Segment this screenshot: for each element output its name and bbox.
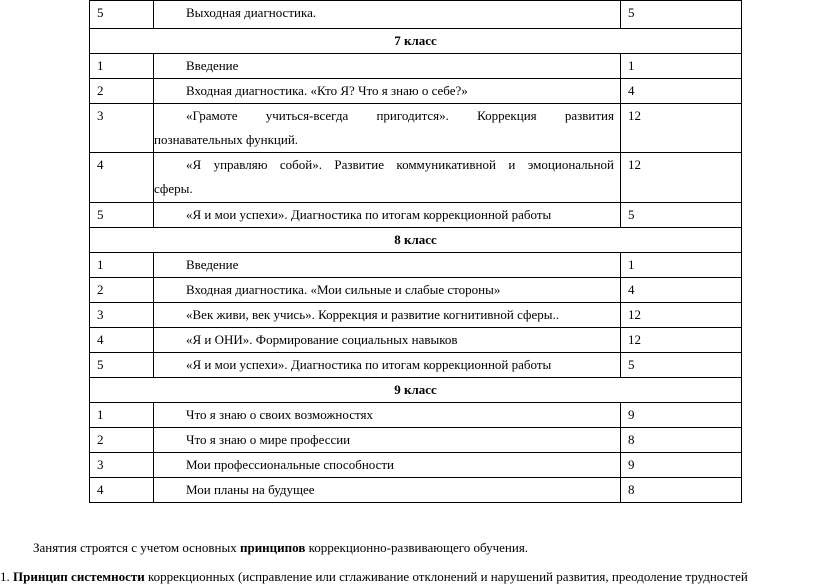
paragraph-text: Занятия строятся с учетом основных: [33, 540, 240, 555]
section-header-row: [90, 378, 742, 403]
row-hours: 9: [621, 453, 742, 478]
table-row: [90, 54, 742, 79]
table-row: [90, 428, 742, 453]
row-hours: 12: [621, 153, 742, 203]
row-topic: Мои профессиональные способности: [154, 453, 621, 478]
row-number: 5: [90, 1, 154, 29]
row-number: 5: [90, 353, 154, 378]
row-topic: Что я знаю о своих возможностях: [154, 403, 621, 428]
row-topic: Входная диагностика. «Кто Я? Что я знаю о себе?»: [154, 79, 621, 104]
row-number: 1: [90, 54, 154, 79]
row-number: 3: [90, 303, 154, 328]
list-number: 1.: [0, 569, 13, 584]
row-topic: Выходная диагностика.: [154, 1, 621, 29]
paragraph-text: коррекционно-развивающего обучения.: [305, 540, 529, 555]
row-number: 3: [90, 453, 154, 478]
row-topic-line: «Я управляю собой». Развитие коммуникативной и эмоциональной: [186, 157, 614, 172]
table-row: [90, 79, 742, 104]
row-topic: Мои планы на будущее: [154, 478, 621, 503]
table-row: [90, 203, 742, 228]
row-number: 4: [90, 328, 154, 353]
row-number: 1: [90, 403, 154, 428]
row-number: 4: [90, 153, 154, 203]
row-topic: «Я и мои успехи». Диагностика по итогам коррекционной работы: [154, 203, 621, 228]
row-topic: «Я и мои успехи». Диагностика по итогам коррекционной работы: [154, 353, 621, 378]
row-hours: 5: [621, 1, 742, 29]
row-hours: 4: [621, 79, 742, 104]
row-topic: [154, 153, 621, 203]
row-topic-line: «Грамоте учиться-всегда пригодится». Коррекция развития: [186, 108, 614, 123]
table-row: [90, 453, 742, 478]
row-hours: 12: [621, 104, 742, 153]
grade-title: 7 класс: [90, 29, 742, 54]
table-row: [90, 1, 742, 29]
row-topic: Что я знаю о мире профессии: [154, 428, 621, 453]
table-row: [90, 478, 742, 503]
row-hours: 12: [621, 303, 742, 328]
row-number: 5: [90, 203, 154, 228]
paragraph-bold: принципов: [239, 540, 306, 555]
row-number: 1: [90, 253, 154, 278]
row-topic: [154, 104, 621, 153]
table-row: [90, 253, 742, 278]
row-number: 2: [90, 278, 154, 303]
table-row: [90, 328, 742, 353]
row-topic: Введение: [154, 54, 621, 79]
table-row: [90, 353, 742, 378]
row-hours: 8: [621, 428, 742, 453]
row-topic-line: познавательных функций.: [154, 132, 299, 147]
row-number: 2: [90, 79, 154, 104]
table-row: [90, 303, 742, 328]
grade-title: 9 класс: [90, 378, 742, 403]
section-header-row: [90, 29, 742, 54]
table-row: [90, 278, 742, 303]
row-topic: «Я и ОНИ». Формирование социальных навыков: [154, 328, 621, 353]
row-hours: 1: [621, 253, 742, 278]
row-hours: 1: [621, 54, 742, 79]
row-number: 4: [90, 478, 154, 503]
section-header-row: [90, 228, 742, 253]
row-hours: 5: [621, 353, 742, 378]
row-topic: Входная диагностика. «Мои сильные и слабые стороны»: [154, 278, 621, 303]
row-hours: 9: [621, 403, 742, 428]
paragraph-bold: Принцип системности: [13, 569, 145, 584]
program-table: [89, 0, 742, 503]
table-row: [90, 104, 742, 153]
system-principle-paragraph: [0, 569, 748, 585]
row-topic: «Век живи, век учись». Коррекция и развитие когнитивной сферы..: [154, 303, 621, 328]
row-topic: Введение: [154, 253, 621, 278]
row-topic-line: сферы.: [154, 181, 193, 196]
grade-title: 8 класс: [90, 228, 742, 253]
row-hours: 5: [621, 203, 742, 228]
row-hours: 4: [621, 278, 742, 303]
table-row: [90, 403, 742, 428]
row-number: 3: [90, 104, 154, 153]
row-hours: 12: [621, 328, 742, 353]
row-hours: 8: [621, 478, 742, 503]
table-row: [90, 153, 742, 203]
paragraph-text: коррекционных (исправление или сглаживание отклонений и нарушений развития, преодоление трудностей: [144, 569, 748, 584]
principles-paragraph: [33, 540, 528, 556]
row-number: 2: [90, 428, 154, 453]
